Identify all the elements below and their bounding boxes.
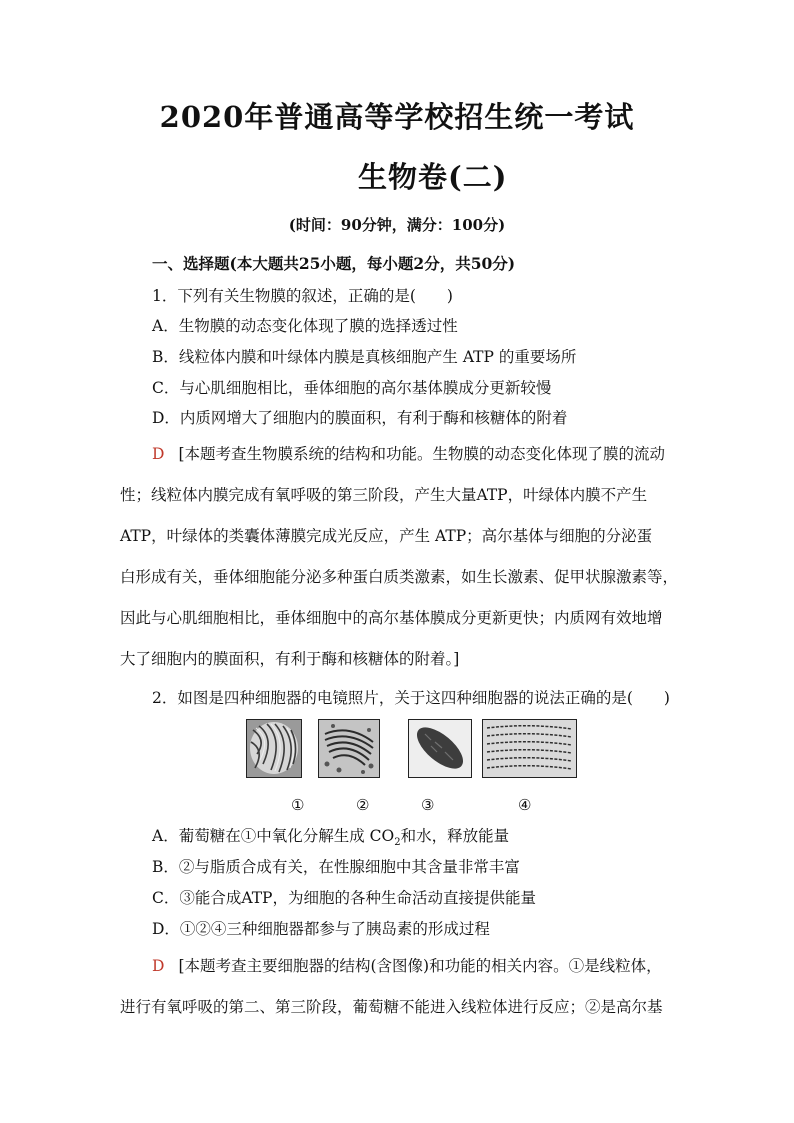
q1-explanation-line-3: ATP，叶绿体的类囊体薄膜完成光反应，产生 ATP；高尔基体与细胞的分泌蛋 (120, 527, 653, 545)
q2-option-b: B．②与脂质合成有关，在性腺细胞中其含量非常丰富 (152, 858, 520, 876)
golgi-apparatus-micrograph-icon (318, 719, 380, 778)
q1-explanation-line-2: 性；线粒体内膜完成有氧呼吸的第三阶段，产生大量ATP，叶绿体内膜不产生 (120, 486, 648, 504)
exam-title: 2020年普通高等学校招生统一考试 (159, 100, 635, 134)
q1-option-b: B．线粒体内膜和叶绿体内膜是真核细胞产生 ATP 的重要场所 (152, 348, 577, 366)
q1-answer-letter: D (152, 445, 165, 463)
q1-explanation-line-4: 白形成有关，垂体细胞能分泌多种蛋白质类激素，如生长激素、促甲状腺激素等， (120, 568, 679, 586)
q2-answer-letter: D (152, 957, 165, 975)
q2-option-c: C．③能合成ATP，为细胞的各种生命活动直接提供能量 (152, 889, 536, 907)
q2-stem: 2．如图是四种细胞器的电镜照片，关于这四种细胞器的说法正确的是( ) (152, 689, 670, 707)
exam-time-info: (时间：90分钟，满分：100分) (288, 216, 506, 234)
q1-explanation-line-5: 因此与心肌细胞相比，垂体细胞中的高尔基体膜成分更新更快；内质网有效地增 (120, 609, 663, 627)
q1-stem: 1．下列有关生物膜的叙述，正确的是( ) (152, 287, 453, 305)
q1-option-c: C．与心肌细胞相比，垂体细胞的高尔基体膜成分更新较慢 (152, 379, 552, 397)
q2-explanation-line-1: [本题考查主要细胞器的结构(含图像)和功能的相关内容。①是线粒体， (178, 957, 662, 975)
q2-option-d: D．①②④三种细胞器都参与了胰岛素的形成过程 (152, 920, 490, 938)
q1-explanation-line-6: 大了细胞内的膜面积，有利于酶和核糖体的附着。] (120, 650, 460, 668)
figure-label-2: ② (356, 796, 370, 814)
q1-explanation-line-1: [本题考查生物膜系统的结构和功能。生物膜的动态变化体现了膜的流动 (178, 445, 665, 463)
mitochondrion-micrograph-icon (246, 719, 302, 778)
figure-label-1: ① (291, 796, 305, 814)
q1-option-a: A．生物膜的动态变化体现了膜的选择透过性 (152, 317, 458, 335)
q1-answer-line (152, 444, 665, 464)
q2-explanation-line-2: 进行有氧呼吸的第二、第三阶段，葡萄糖不能进入线粒体进行反应；②是高尔基 (120, 998, 663, 1016)
exam-subtitle: 生物卷(二) (358, 160, 508, 194)
q2-answer-line (152, 956, 662, 976)
q2-option-a: A．葡萄糖在①中氧化分解生成 $CO_2$和水，释放能量 (152, 827, 510, 849)
chloroplast-micrograph-icon (408, 719, 472, 778)
section-heading: 一、选择题(本大题共25小题，每小题2分，共50分) (152, 254, 516, 273)
endoplasmic-reticulum-micrograph-icon (482, 719, 577, 778)
figure-label-4: ④ (518, 796, 532, 814)
q1-option-d: D．内质网增大了细胞内的膜面积，有利于酶和核糖体的附着 (152, 409, 568, 427)
figure-label-3: ③ (421, 796, 435, 814)
